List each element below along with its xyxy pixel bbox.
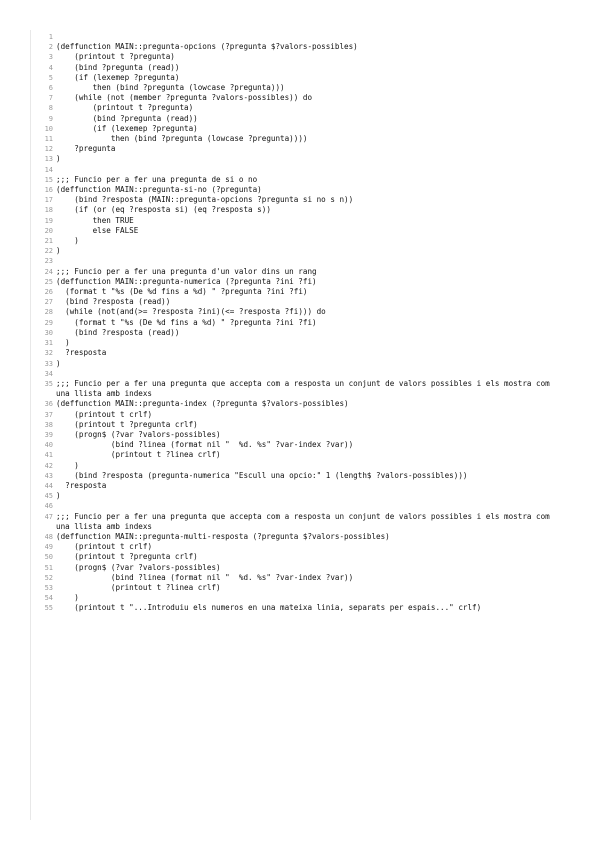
code-text: (printout t ?linea crlf) xyxy=(56,582,221,592)
code-line[interactable] xyxy=(31,287,571,297)
code-text: (printout t ?pregunta) xyxy=(56,52,175,62)
code-text: ;;; Funcio per a fer una pregunta d'un valor dins un rang xyxy=(56,266,317,276)
code-text: (progn$ (?var ?valors-possibles) xyxy=(56,562,221,572)
code-text: (while (not(and(>= ?resposta ?ini)(<= ?resposta ?fi))) do xyxy=(56,307,326,317)
code-line[interactable] xyxy=(31,52,571,62)
code-text: ) xyxy=(56,593,79,603)
code-line[interactable] xyxy=(31,226,571,236)
line-number: 8 xyxy=(48,104,53,113)
code-line[interactable] xyxy=(31,552,571,562)
code-text: (format t "%s (De %d fins a %d) " ?pregunta ?ini ?fi) xyxy=(56,287,308,297)
code-line[interactable] xyxy=(31,512,571,532)
code-line[interactable] xyxy=(31,114,571,124)
line-number: 48 xyxy=(44,532,53,541)
line-number: 27 xyxy=(44,298,53,307)
code-line[interactable] xyxy=(31,563,571,573)
code-line[interactable] xyxy=(31,573,571,583)
line-number: 25 xyxy=(44,277,53,286)
code-line[interactable] xyxy=(31,93,571,103)
code-editor[interactable] xyxy=(30,30,571,820)
code-line[interactable] xyxy=(31,420,571,430)
line-number: 46 xyxy=(44,502,53,511)
line-number: 43 xyxy=(44,471,53,480)
line-number: 16 xyxy=(44,186,53,195)
code-line[interactable] xyxy=(31,318,571,328)
code-text: ) xyxy=(56,460,79,470)
line-number: 49 xyxy=(44,543,53,552)
code-line[interactable] xyxy=(31,399,571,409)
code-line[interactable] xyxy=(31,369,571,379)
line-number: 31 xyxy=(44,339,53,348)
code-lines xyxy=(31,30,571,614)
code-line[interactable] xyxy=(31,144,571,154)
line-number: 35 xyxy=(44,379,53,388)
code-line[interactable] xyxy=(31,236,571,246)
code-text: ;;; Funcio per a fer una pregunta que accepta com a resposta un conjunt de valors possibles i els mostra com una llista amb indexs xyxy=(56,511,555,531)
line-number: 37 xyxy=(44,410,53,419)
line-number: 14 xyxy=(44,165,53,174)
code-text: (if (or (eq ?resposta si) (eq ?resposta s)) xyxy=(56,205,271,215)
code-text: (deffunction MAIN::pregunta-si-no (?pregunta) xyxy=(56,185,262,195)
code-text: (format t "%s (De %d fins a %d) " ?pregunta ?ini ?fi) xyxy=(56,317,317,327)
code-line[interactable] xyxy=(31,501,571,511)
code-text: else FALSE xyxy=(56,225,139,235)
line-number: 3 xyxy=(48,53,53,62)
line-number: 12 xyxy=(44,145,53,154)
code-line[interactable] xyxy=(31,593,571,603)
code-text: (printout t crlf) xyxy=(56,542,153,552)
code-text: (deffunction MAIN::pregunta-index (?pregunta $?valors-possibles) xyxy=(56,399,349,409)
line-number: 5 xyxy=(48,73,53,82)
line-number: 33 xyxy=(44,359,53,368)
line-number: 51 xyxy=(44,563,53,572)
code-text: ) xyxy=(56,491,61,501)
line-number: 44 xyxy=(44,481,53,490)
code-line[interactable] xyxy=(31,216,571,226)
code-line[interactable] xyxy=(31,124,571,134)
code-text: (bind ?resposta (read)) xyxy=(56,297,171,307)
code-text: ) xyxy=(56,338,70,348)
line-number: 41 xyxy=(44,451,53,460)
code-text: (while (not (member ?pregunta ?valors-possibles)) do xyxy=(56,93,313,103)
code-text: (deffunction MAIN::pregunta-numerica (?pregunta ?ini ?fi) xyxy=(56,276,317,286)
code-line[interactable] xyxy=(31,63,571,73)
line-number: 54 xyxy=(44,594,53,603)
line-number: 17 xyxy=(44,196,53,205)
line-number: 22 xyxy=(44,247,53,256)
code-text: (bind ?resposta (read)) xyxy=(56,327,180,337)
code-line[interactable] xyxy=(31,338,571,348)
line-number: 29 xyxy=(44,318,53,327)
code-text: (printout t "...Introduiu els numeros en una mateixa linia, separats per espais..." crlf) xyxy=(56,603,482,613)
code-line[interactable] xyxy=(31,246,571,256)
code-text: ;;; Funcio per a fer una pregunta de si o no xyxy=(56,174,258,184)
line-number: 47 xyxy=(44,512,53,521)
code-text: (bind ?linea (format nil " %d. %s" ?var-index ?var)) xyxy=(56,440,354,450)
code-text: ) xyxy=(56,154,61,164)
line-number: 40 xyxy=(44,441,53,450)
line-number: 2 xyxy=(48,43,53,52)
line-number: 42 xyxy=(44,461,53,470)
code-line[interactable] xyxy=(31,348,571,358)
line-number: 26 xyxy=(44,288,53,297)
code-text: (bind ?pregunta (read)) xyxy=(56,62,180,72)
code-line[interactable] xyxy=(31,430,571,440)
code-line[interactable] xyxy=(31,277,571,287)
line-number: 10 xyxy=(44,124,53,133)
code-text: (progn$ (?var ?valors-possibles) xyxy=(56,429,221,439)
code-line[interactable] xyxy=(31,410,571,420)
code-line[interactable] xyxy=(31,175,571,185)
code-line[interactable] xyxy=(31,195,571,205)
line-number: 45 xyxy=(44,492,53,501)
line-number: 4 xyxy=(48,63,53,72)
code-line[interactable] xyxy=(31,42,571,52)
code-text: (if (lexemep ?pregunta) xyxy=(56,72,180,82)
code-line[interactable] xyxy=(31,83,571,93)
line-number: 21 xyxy=(44,237,53,246)
code-text: (printout t ?pregunta crlf) xyxy=(56,552,198,562)
line-number: 52 xyxy=(44,573,53,582)
code-line[interactable] xyxy=(31,267,571,277)
code-text: (printout t crlf) xyxy=(56,409,153,419)
code-text: ?resposta xyxy=(56,348,107,358)
code-line[interactable] xyxy=(31,103,571,113)
code-text: (deffunction MAIN::pregunta-opcions (?pregunta $?valors-possibles) xyxy=(56,42,358,52)
code-text: ) xyxy=(56,246,61,256)
code-line[interactable] xyxy=(31,73,571,83)
code-text: ) xyxy=(56,358,61,368)
line-number: 32 xyxy=(44,349,53,358)
line-number: 30 xyxy=(44,328,53,337)
line-number: 7 xyxy=(48,94,53,103)
line-number: 19 xyxy=(44,216,53,225)
line-number: 24 xyxy=(44,267,53,276)
line-number: 50 xyxy=(44,553,53,562)
code-line[interactable] xyxy=(31,256,571,266)
code-line[interactable] xyxy=(31,297,571,307)
code-line[interactable] xyxy=(31,359,571,369)
code-text: then (bind ?pregunta (lowcase ?pregunta))) xyxy=(56,83,285,93)
line-number: 53 xyxy=(44,583,53,592)
code-line[interactable] xyxy=(31,491,571,501)
code-line[interactable] xyxy=(31,32,571,42)
code-line[interactable] xyxy=(31,165,571,175)
code-line[interactable] xyxy=(31,185,571,195)
code-text: ) xyxy=(56,236,79,246)
code-line[interactable] xyxy=(31,583,571,593)
code-text: (bind ?pregunta (read)) xyxy=(56,113,198,123)
line-number: 13 xyxy=(44,155,53,164)
code-text: ?pregunta xyxy=(56,144,116,154)
code-text: then TRUE xyxy=(56,215,134,225)
line-number: 36 xyxy=(44,400,53,409)
code-line[interactable] xyxy=(31,542,571,552)
line-number: 20 xyxy=(44,226,53,235)
code-text: (bind ?linea (format nil " %d. %s" ?var-index ?var)) xyxy=(56,572,354,582)
code-line[interactable] xyxy=(31,532,571,542)
code-line[interactable] xyxy=(31,379,571,399)
code-line[interactable] xyxy=(31,603,571,613)
line-number: 55 xyxy=(44,604,53,613)
code-text: (printout t ?pregunta crlf) xyxy=(56,419,198,429)
code-line[interactable] xyxy=(31,205,571,215)
code-text: then (bind ?pregunta (lowcase ?pregunta)))) xyxy=(56,134,308,144)
code-line[interactable] xyxy=(31,328,571,338)
code-line[interactable] xyxy=(31,154,571,164)
code-text: (printout t ?linea crlf) xyxy=(56,450,221,460)
code-line[interactable] xyxy=(31,134,571,144)
code-line[interactable] xyxy=(31,450,571,460)
code-line[interactable] xyxy=(31,461,571,471)
code-text: (deffunction MAIN::pregunta-multi-resposta (?pregunta $?valors-possibles) xyxy=(56,531,390,541)
code-text: ;;; Funcio per a fer una pregunta que accepta com a resposta un conjunt de valors possibles i els mostra com una llista amb indexs xyxy=(56,378,555,399)
line-number: 38 xyxy=(44,420,53,429)
line-number: 39 xyxy=(44,430,53,439)
line-number: 18 xyxy=(44,206,53,215)
line-number: 23 xyxy=(44,257,53,266)
code-line[interactable] xyxy=(31,307,571,317)
code-line[interactable] xyxy=(31,471,571,481)
code-text: (bind ?resposta (MAIN::pregunta-opcions ?pregunta si no s n)) xyxy=(56,195,354,205)
line-number: 1 xyxy=(48,33,53,41)
code-text: ?resposta xyxy=(56,480,107,490)
line-number: 15 xyxy=(44,175,53,184)
code-line[interactable] xyxy=(31,440,571,450)
code-text: (printout t ?pregunta) xyxy=(56,103,194,113)
code-line[interactable] xyxy=(31,481,571,491)
code-text: (bind ?resposta (pregunta-numerica "Escull una opcio:" 1 (length$ ?valors-possibles))) xyxy=(56,470,468,480)
line-number: 28 xyxy=(44,308,53,317)
line-number: 6 xyxy=(48,84,53,93)
code-text: (if (lexemep ?pregunta) xyxy=(56,123,198,133)
line-number: 34 xyxy=(44,369,53,378)
line-number: 11 xyxy=(44,135,53,144)
line-number: 9 xyxy=(48,114,53,123)
